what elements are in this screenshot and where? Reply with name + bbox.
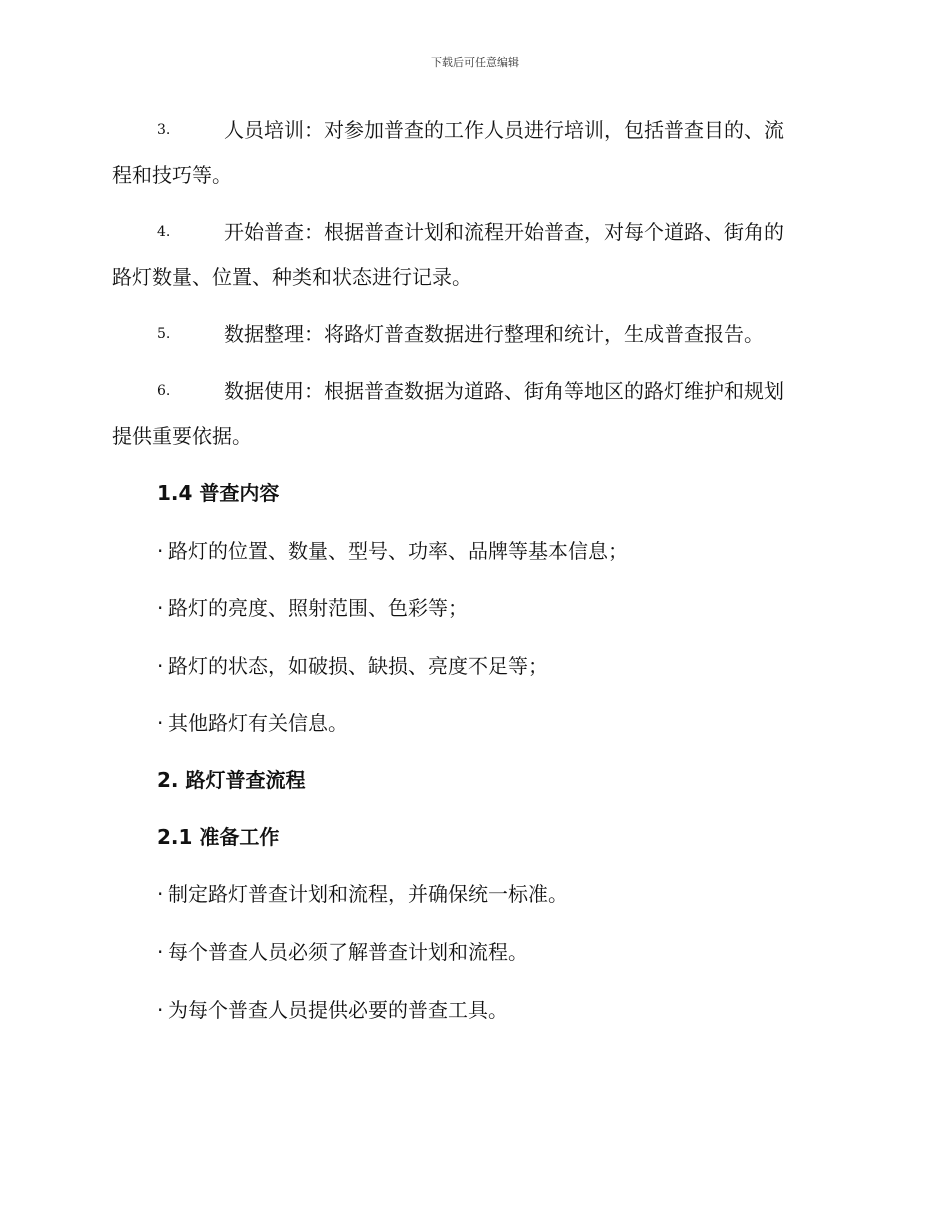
bullet-marker: ·	[157, 711, 164, 735]
list-item	[157, 594, 468, 622]
step-text-continuation: 路灯数量、位置、种类和状态进行记录。	[112, 265, 472, 289]
list-item	[157, 880, 568, 908]
list-item-text: 路灯的位置、数量、型号、功率、品牌等基本信息；	[168, 539, 628, 563]
step-text-line: 人员培训：对参加普查的工作人员进行培训，包括普查目的、流	[224, 118, 784, 142]
page-header: 下载后可任意编辑	[431, 56, 519, 69]
list-item-text: 为每个普查人员提供必要的普查工具。	[168, 998, 508, 1022]
step-text-continuation: 程和技巧等。	[112, 163, 232, 187]
step-text-continuation: 提供重要依据。	[112, 424, 252, 448]
list-item	[157, 537, 628, 565]
section-heading: 1.4 普查内容	[157, 481, 280, 505]
step-number: 3.	[157, 122, 171, 138]
step-text-line: 开始普查：根据普查计划和流程开始普查，对每个道路、街角的	[224, 220, 784, 244]
step-text-line: 数据整理：将路灯普查数据进行整理和统计，生成普查报告。	[224, 322, 764, 346]
bullet-marker: ·	[157, 940, 164, 964]
list-item	[157, 938, 528, 966]
step-text-line: 数据使用：根据普查数据为道路、街角等地区的路灯维护和规划	[224, 379, 784, 403]
bullet-marker: ·	[157, 654, 164, 678]
subsection-heading: 2.1 准备工作	[157, 825, 280, 849]
bullet-marker: ·	[157, 596, 164, 620]
bullet-marker: ·	[157, 998, 164, 1022]
bullet-marker: ·	[157, 539, 164, 563]
list-item	[157, 652, 548, 680]
list-item-text: 路灯的状态，如破损、缺损、亮度不足等；	[168, 654, 548, 678]
step-number: 4.	[157, 224, 171, 240]
list-item-text: 路灯的亮度、照射范围、色彩等；	[168, 596, 468, 620]
section-heading: 2. 路灯普查流程	[157, 768, 306, 792]
step-number: 5.	[157, 326, 171, 342]
step-number: 6.	[157, 383, 171, 399]
list-item-text: 制定路灯普查计划和流程，并确保统一标准。	[168, 882, 568, 906]
list-item	[157, 996, 508, 1024]
list-item-text: 每个普查人员必须了解普查计划和流程。	[168, 940, 528, 964]
list-item	[157, 709, 348, 737]
bullet-marker: ·	[157, 882, 164, 906]
list-item-text: 其他路灯有关信息。	[168, 711, 348, 735]
